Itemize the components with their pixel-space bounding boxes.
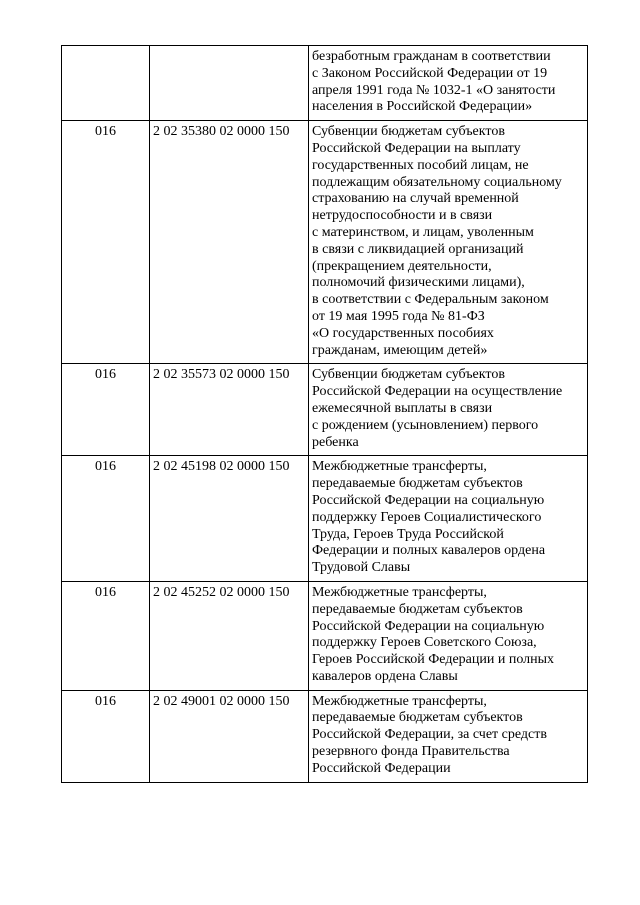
revenue-name-line: Межбюджетные трансферты, [312,459,487,475]
revenue-name-cell [309,581,588,690]
revenue-name-line: в связи с ликвидацией организаций [312,241,524,257]
revenue-name-line: нетрудоспособности и в связи [312,208,493,224]
budget-code-cell: 2 02 49001 02 0000 150 [150,690,309,782]
administrator-code-cell: 016 [62,456,150,582]
revenue-name-line: Федерации и полных кавалеров ордена [312,543,546,559]
revenue-name-line: с Законом Российской Федерации от 19 [312,65,548,81]
revenue-name-line: подлежащим обязательному социальному [312,174,562,190]
revenue-name-cell [309,364,588,456]
budget-code-cell: 2 02 45252 02 0000 150 [150,581,309,690]
revenue-name-line: поддержку Героев Социалистического [312,509,542,525]
revenue-name-line: Субвенции бюджетам субъектов [312,367,505,383]
revenue-name-line: передаваемые бюджетам субъектов [312,601,523,617]
revenue-name-line: Межбюджетные трансферты, [312,693,487,709]
administrator-code-cell: 016 [62,121,150,364]
revenue-name-line: Межбюджетные трансферты, [312,584,487,600]
revenue-name-line: передаваемые бюджетам субъектов [312,710,523,726]
revenue-name-line: резервного фонда Правительства [312,744,510,760]
budget-classification-table [61,45,588,783]
revenue-name-line: от 19 мая 1995 года № 81-ФЗ [312,308,485,324]
revenue-name-line: государственных пособий лицам, не [312,157,529,173]
revenue-name-line: (прекращением деятельности, [312,258,492,274]
revenue-name-cell [309,46,588,121]
revenue-name-line: Российской Федерации, за счет средств [312,727,547,743]
revenue-name-line: безработным гражданам в соответствии [312,49,551,64]
revenue-name-line: страхованию на случай временной [312,191,519,207]
revenue-name-cell [309,456,588,582]
budget-code-cell: 2 02 45198 02 0000 150 [150,456,309,582]
revenue-name-line: передаваемые бюджетам субъектов [312,476,523,492]
revenue-name-line: Российской Федерации [312,760,451,776]
administrator-code-cell: 016 [62,364,150,456]
revenue-name-line: поддержку Героев Советского Союза, [312,635,537,651]
revenue-name-line: с материнством, и лицам, уволенным [312,224,534,240]
table-row [62,46,588,121]
revenue-name-line: Российской Федерации на выплату [312,140,521,156]
revenue-name-cell [309,690,588,782]
revenue-name-line: полномочий физическими лицами), [312,275,525,291]
table-row [62,364,588,456]
revenue-name-line: апреля 1991 года № 1032-1 «О занятости [312,82,556,98]
revenue-name-line: в соответствии с Федеральным законом [312,292,549,308]
revenue-name-line: Российской Федерации на осуществление [312,384,563,400]
budget-code-cell: 2 02 35380 02 0000 150 [150,121,309,364]
revenue-name-line: Российской Федерации на социальную [312,492,545,508]
table-body [62,46,588,783]
revenue-name-line: кавалеров ордена Славы [312,668,458,684]
revenue-name-line: Труда, Героев Труда Российской [312,526,504,542]
table-row [62,121,588,364]
administrator-code-cell: 016 [62,690,150,782]
revenue-name-line: Российской Федерации на социальную [312,618,545,634]
budget-code-cell: 2 02 35573 02 0000 150 [150,364,309,456]
revenue-name-line: «О государственных пособиях [312,325,494,341]
administrator-code-cell [62,46,150,121]
administrator-code-cell: 016 [62,581,150,690]
table-row [62,690,588,782]
revenue-name-line: Трудовой Славы [312,560,411,576]
revenue-name-line: Субвенции бюджетам субъектов [312,124,505,140]
revenue-name-line: ребенка [312,434,359,450]
revenue-name-cell [309,121,588,364]
revenue-name-line: гражданам, имеющим детей» [312,342,488,358]
revenue-name-line: Героев Российской Федерации и полных [312,652,555,668]
table-row [62,456,588,582]
revenue-name-line: с рождением (усыновлением) первого [312,417,539,433]
revenue-name-line: ежемесячной выплаты в связи [312,400,493,416]
revenue-name-line: населения в Российской Федерации» [312,99,533,115]
budget-code-cell [150,46,309,121]
table-row [62,581,588,690]
